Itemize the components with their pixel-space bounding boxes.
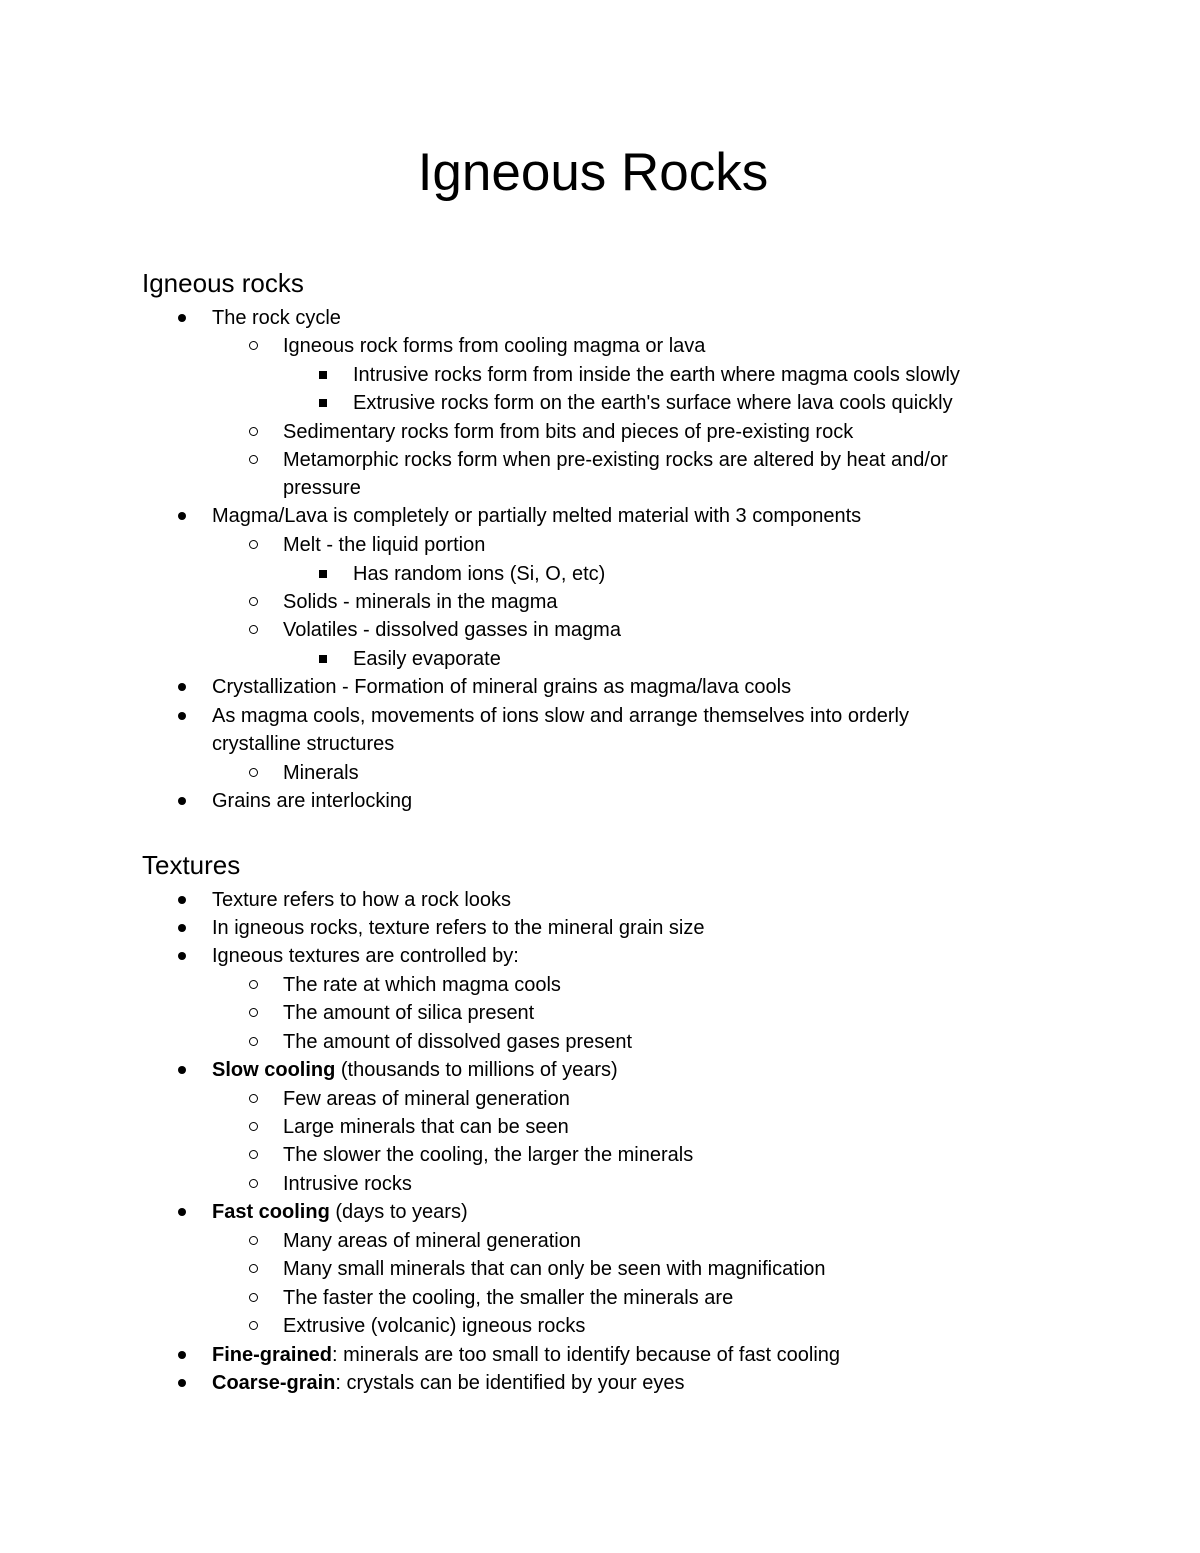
bullet-disc-icon bbox=[178, 712, 186, 720]
list-item bbox=[283, 1000, 534, 1026]
list-item-text: Igneous rock forms from cooling magma or lava bbox=[283, 335, 706, 357]
bullet-circle-icon bbox=[249, 427, 258, 436]
list-item bbox=[283, 1256, 825, 1282]
list-item-text: The faster the cooling, the smaller the minerals are bbox=[283, 1287, 734, 1309]
bullet-circle-icon bbox=[249, 768, 258, 777]
bullet-circle-icon bbox=[249, 1179, 258, 1188]
list-item bbox=[283, 1228, 581, 1254]
list-item-text: Many small minerals that can only be seen with magnification bbox=[283, 1258, 826, 1280]
bullet-disc-icon bbox=[178, 512, 186, 520]
list-item bbox=[283, 760, 359, 786]
list-item-text: Crystallization - Formation of mineral grains as magma/lava cools bbox=[212, 676, 792, 698]
bullet-disc-icon bbox=[178, 314, 186, 322]
bullet-circle-icon bbox=[249, 597, 258, 606]
bullet-circle-icon bbox=[249, 1122, 258, 1131]
bullet-square-icon bbox=[319, 371, 327, 379]
list-item-text: The rock cycle bbox=[212, 307, 341, 329]
bullet-disc-icon bbox=[178, 1208, 186, 1216]
list-item bbox=[353, 561, 605, 587]
list-item-text: Melt - the liquid portion bbox=[283, 534, 486, 556]
bullet-disc-icon bbox=[178, 924, 186, 932]
list-item-text: Few areas of mineral generation bbox=[283, 1088, 570, 1110]
list-item bbox=[283, 419, 853, 445]
list-item-text: (days to years) bbox=[329, 1201, 468, 1223]
bullet-square-icon bbox=[319, 655, 327, 663]
page-title: Igneous Rocks bbox=[417, 143, 769, 202]
bullet-circle-icon bbox=[249, 1094, 258, 1103]
bullet-disc-icon bbox=[178, 683, 186, 691]
list-item-text: As magma cools, movements of ions slow and arrange themselves into orderly bbox=[212, 705, 909, 727]
list-item-text: : minerals are too small to identify because of fast cooling bbox=[332, 1344, 841, 1366]
bullet-disc-icon bbox=[178, 1379, 186, 1387]
list-item-text: The amount of dissolved gases present bbox=[283, 1031, 633, 1053]
list-item-continuation: crystalline structures bbox=[212, 733, 395, 755]
bullet-circle-icon bbox=[249, 455, 258, 464]
list-item bbox=[283, 589, 558, 615]
list-item bbox=[283, 447, 948, 473]
list-item-continuation: pressure bbox=[283, 477, 361, 499]
list-item bbox=[283, 1285, 733, 1311]
list-item-text: Extrusive rocks form on the earth's surface where lava cools quickly bbox=[353, 392, 953, 414]
bullet-square-icon bbox=[319, 399, 327, 407]
bullet-circle-icon bbox=[249, 1321, 258, 1330]
list-item bbox=[353, 390, 953, 416]
list-item bbox=[212, 788, 412, 814]
list-item-text: Has random ions (Si, O, etc) bbox=[353, 563, 606, 585]
list-item bbox=[283, 532, 485, 558]
list-item-text: Metamorphic rocks form when pre-existing rocks are altered by heat and/or bbox=[283, 449, 948, 471]
bullet-circle-icon bbox=[249, 1037, 258, 1046]
bullet-square-icon bbox=[319, 570, 327, 578]
list-item-text: Easily evaporate bbox=[353, 648, 501, 670]
list-item-term: Fast cooling bbox=[212, 1201, 330, 1223]
list-item bbox=[212, 943, 519, 969]
list-item-text: Magma/Lava is completely or partially melted material with 3 components bbox=[212, 505, 862, 527]
list-item bbox=[283, 1171, 412, 1197]
list-item bbox=[283, 617, 621, 643]
bullet-circle-icon bbox=[249, 980, 258, 989]
section-heading: Textures bbox=[142, 850, 241, 880]
list-item bbox=[212, 1342, 840, 1368]
list-item-text: Grains are interlocking bbox=[212, 790, 413, 812]
list-item bbox=[212, 1057, 618, 1083]
list-item bbox=[212, 1370, 684, 1396]
bullet-disc-icon bbox=[178, 797, 186, 805]
bullet-circle-icon bbox=[249, 1236, 258, 1245]
list-item-text: Solids - minerals in the magma bbox=[283, 591, 558, 613]
bullet-circle-icon bbox=[249, 540, 258, 549]
list-item bbox=[212, 1199, 468, 1225]
list-item bbox=[283, 1114, 569, 1140]
list-item bbox=[212, 674, 791, 700]
list-item bbox=[212, 305, 341, 331]
list-item-term: Slow cooling bbox=[212, 1059, 336, 1081]
list-item-text: The rate at which magma cools bbox=[283, 974, 561, 996]
list-item bbox=[283, 333, 705, 359]
list-item-text: : crystals can be identified by your eyes bbox=[335, 1372, 685, 1394]
list-item bbox=[212, 915, 704, 941]
bullet-disc-icon bbox=[178, 896, 186, 904]
bullet-circle-icon bbox=[249, 341, 258, 350]
list-item bbox=[283, 972, 561, 998]
section-heading: Igneous rocks bbox=[142, 268, 304, 298]
list-item bbox=[283, 1313, 585, 1339]
bullet-disc-icon bbox=[178, 1066, 186, 1074]
list-item-text: Large minerals that can be seen bbox=[283, 1116, 569, 1138]
list-item-text: Texture refers to how a rock looks bbox=[212, 889, 512, 911]
list-item bbox=[283, 1086, 570, 1112]
bullet-circle-icon bbox=[249, 625, 258, 634]
list-item-text: Extrusive (volcanic) igneous rocks bbox=[283, 1315, 586, 1337]
list-item-text: In igneous rocks, texture refers to the mineral grain size bbox=[212, 917, 705, 939]
bullet-circle-icon bbox=[249, 1264, 258, 1273]
list-item-text: Intrusive rocks bbox=[283, 1173, 412, 1195]
list-item-text: (thousands to millions of years) bbox=[335, 1059, 618, 1081]
list-item bbox=[212, 503, 861, 529]
list-item bbox=[283, 1142, 693, 1168]
list-item-term: Fine-grained bbox=[212, 1344, 333, 1366]
bullet-circle-icon bbox=[249, 1293, 258, 1302]
list-item bbox=[353, 362, 960, 388]
list-item-text: The amount of silica present bbox=[283, 1002, 535, 1024]
bullet-disc-icon bbox=[178, 952, 186, 960]
list-item-text: Many areas of mineral generation bbox=[283, 1230, 581, 1252]
list-item-text: Minerals bbox=[283, 762, 359, 784]
list-item bbox=[212, 887, 511, 913]
list-item bbox=[212, 703, 909, 729]
list-item-text: Igneous textures are controlled by: bbox=[212, 945, 519, 967]
list-item bbox=[353, 646, 501, 672]
list-item-text: The slower the cooling, the larger the minerals bbox=[283, 1144, 694, 1166]
bullet-disc-icon bbox=[178, 1351, 186, 1359]
bullet-circle-icon bbox=[249, 1008, 258, 1017]
list-item-text: Sedimentary rocks form from bits and pieces of pre-existing rock bbox=[283, 421, 854, 443]
list-item-term: Coarse-grain bbox=[212, 1372, 336, 1394]
list-item-text: Volatiles - dissolved gasses in magma bbox=[283, 619, 621, 641]
list-item-text: Intrusive rocks form from inside the earth where magma cools slowly bbox=[353, 364, 960, 386]
bullet-circle-icon bbox=[249, 1150, 258, 1159]
list-item bbox=[283, 1029, 632, 1055]
